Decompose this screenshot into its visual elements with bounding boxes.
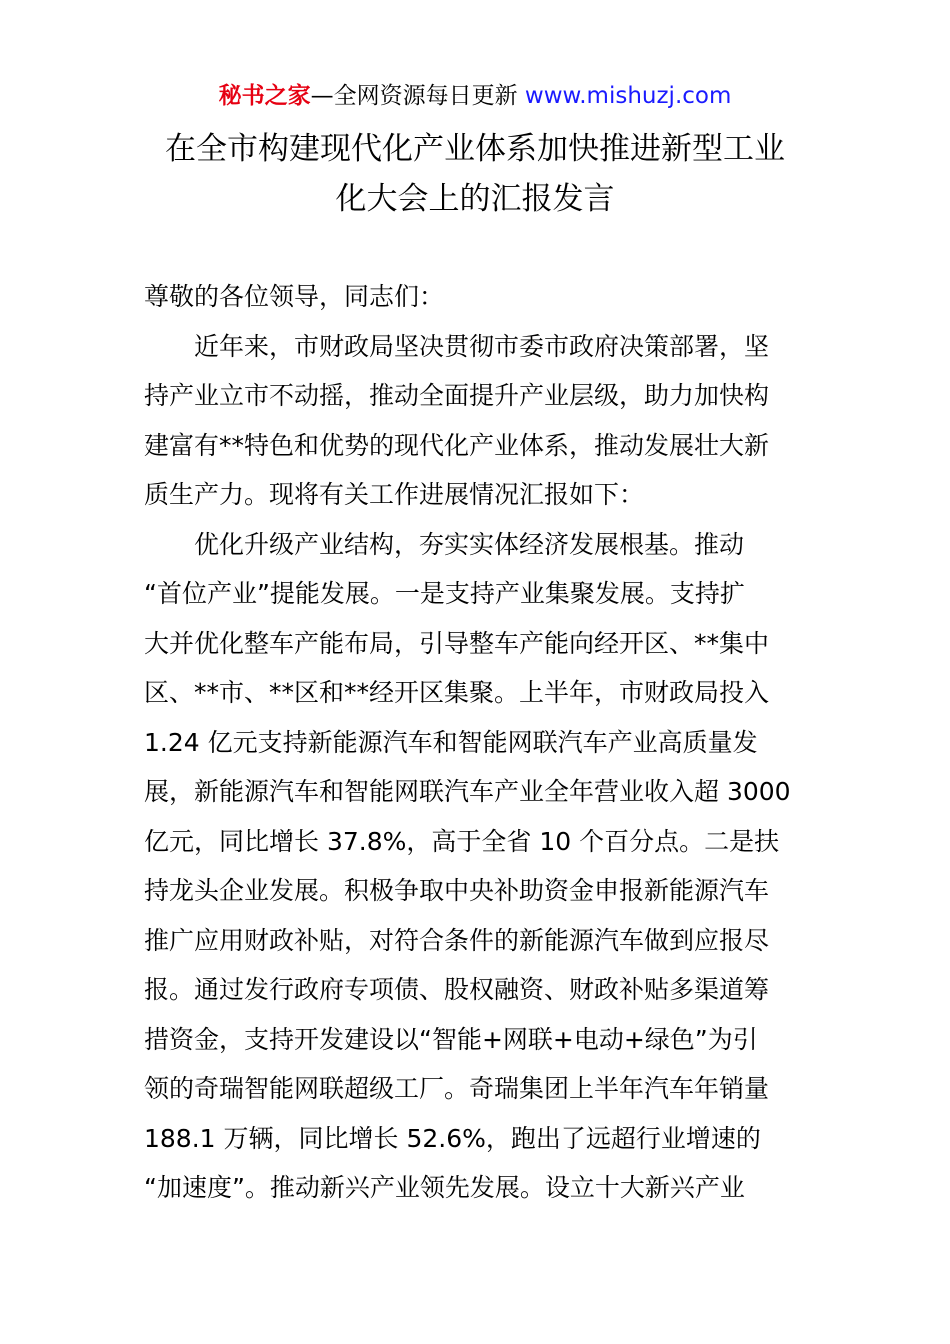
body-line: 近年来，市财政局坚决贯彻市委市政府决策部署，坚 <box>194 331 770 361</box>
document-title <box>140 124 810 224</box>
body-line: 推广应用财政补贴，对符合条件的新能源汽车做到应报尽 <box>144 925 770 955</box>
site-url-link[interactable]: www.mishuzj.com <box>524 83 732 109</box>
header-tagline: —全网资源每日更新 <box>310 83 518 109</box>
body-line: 188.1 万辆，同比增长 52.6%，跑出了远超行业增速的 <box>144 1123 761 1153</box>
body-line: 措资金，支持开发建设以“智能+网联+电动+绿色”为引 <box>144 1024 758 1054</box>
body-line: 报。通过发行政府专项债、股权融资、财政补贴多渠道筹 <box>144 975 770 1004</box>
body-line: 优化升级产业结构，夯实实体经济发展根基。推动 <box>194 529 745 559</box>
body-line: “加速度”。推动新兴产业领先发展。设立十大新兴产业 <box>144 1173 745 1202</box>
body-line: 建富有**特色和优势的现代化产业体系，推动发展壮大新 <box>144 430 770 460</box>
body-line: 展，新能源汽车和智能网联汽车产业全年营业收入超 3000 <box>144 777 791 806</box>
body-line: 领的奇瑞智能网联超级工厂。奇瑞集团上半年汽车年销量 <box>144 1074 770 1103</box>
body-line: 1.24 亿元支持新能源汽车和智能网联汽车产业高质量发 <box>144 727 758 757</box>
body-line: 持龙头企业发展。积极争取中央补助资金申报新能源汽车 <box>144 876 770 905</box>
body-line: 区、**市、**区和**经开区集聚。上半年，市财政局投入 <box>144 678 770 707</box>
body-line: 质生产力。现将有关工作进展情况汇报如下： <box>144 480 645 509</box>
title-line-2: 化大会上的汇报发言 <box>335 181 615 217</box>
site-header <box>0 80 950 112</box>
body-line: 持产业立市不动摇，推动全面提升产业层级，助力加快构 <box>144 381 770 410</box>
body-line: 大并优化整车产能布局，引导整车产能向经开区、**集中 <box>144 628 770 658</box>
brand-name: 秘书之家 <box>218 83 311 109</box>
salutation: 尊敬的各位领导，同志们： <box>144 282 445 311</box>
title-line-1: 在全市构建现代化产业体系加快推进新型工业 <box>165 131 785 167</box>
document-body <box>144 272 814 1213</box>
body-line: 亿元，同比增长 37.8%，高于全省 10 个百分点。二是扶 <box>144 826 780 856</box>
body-line: “首位产业”提能发展。一是支持产业集聚发展。支持扩 <box>144 579 745 608</box>
